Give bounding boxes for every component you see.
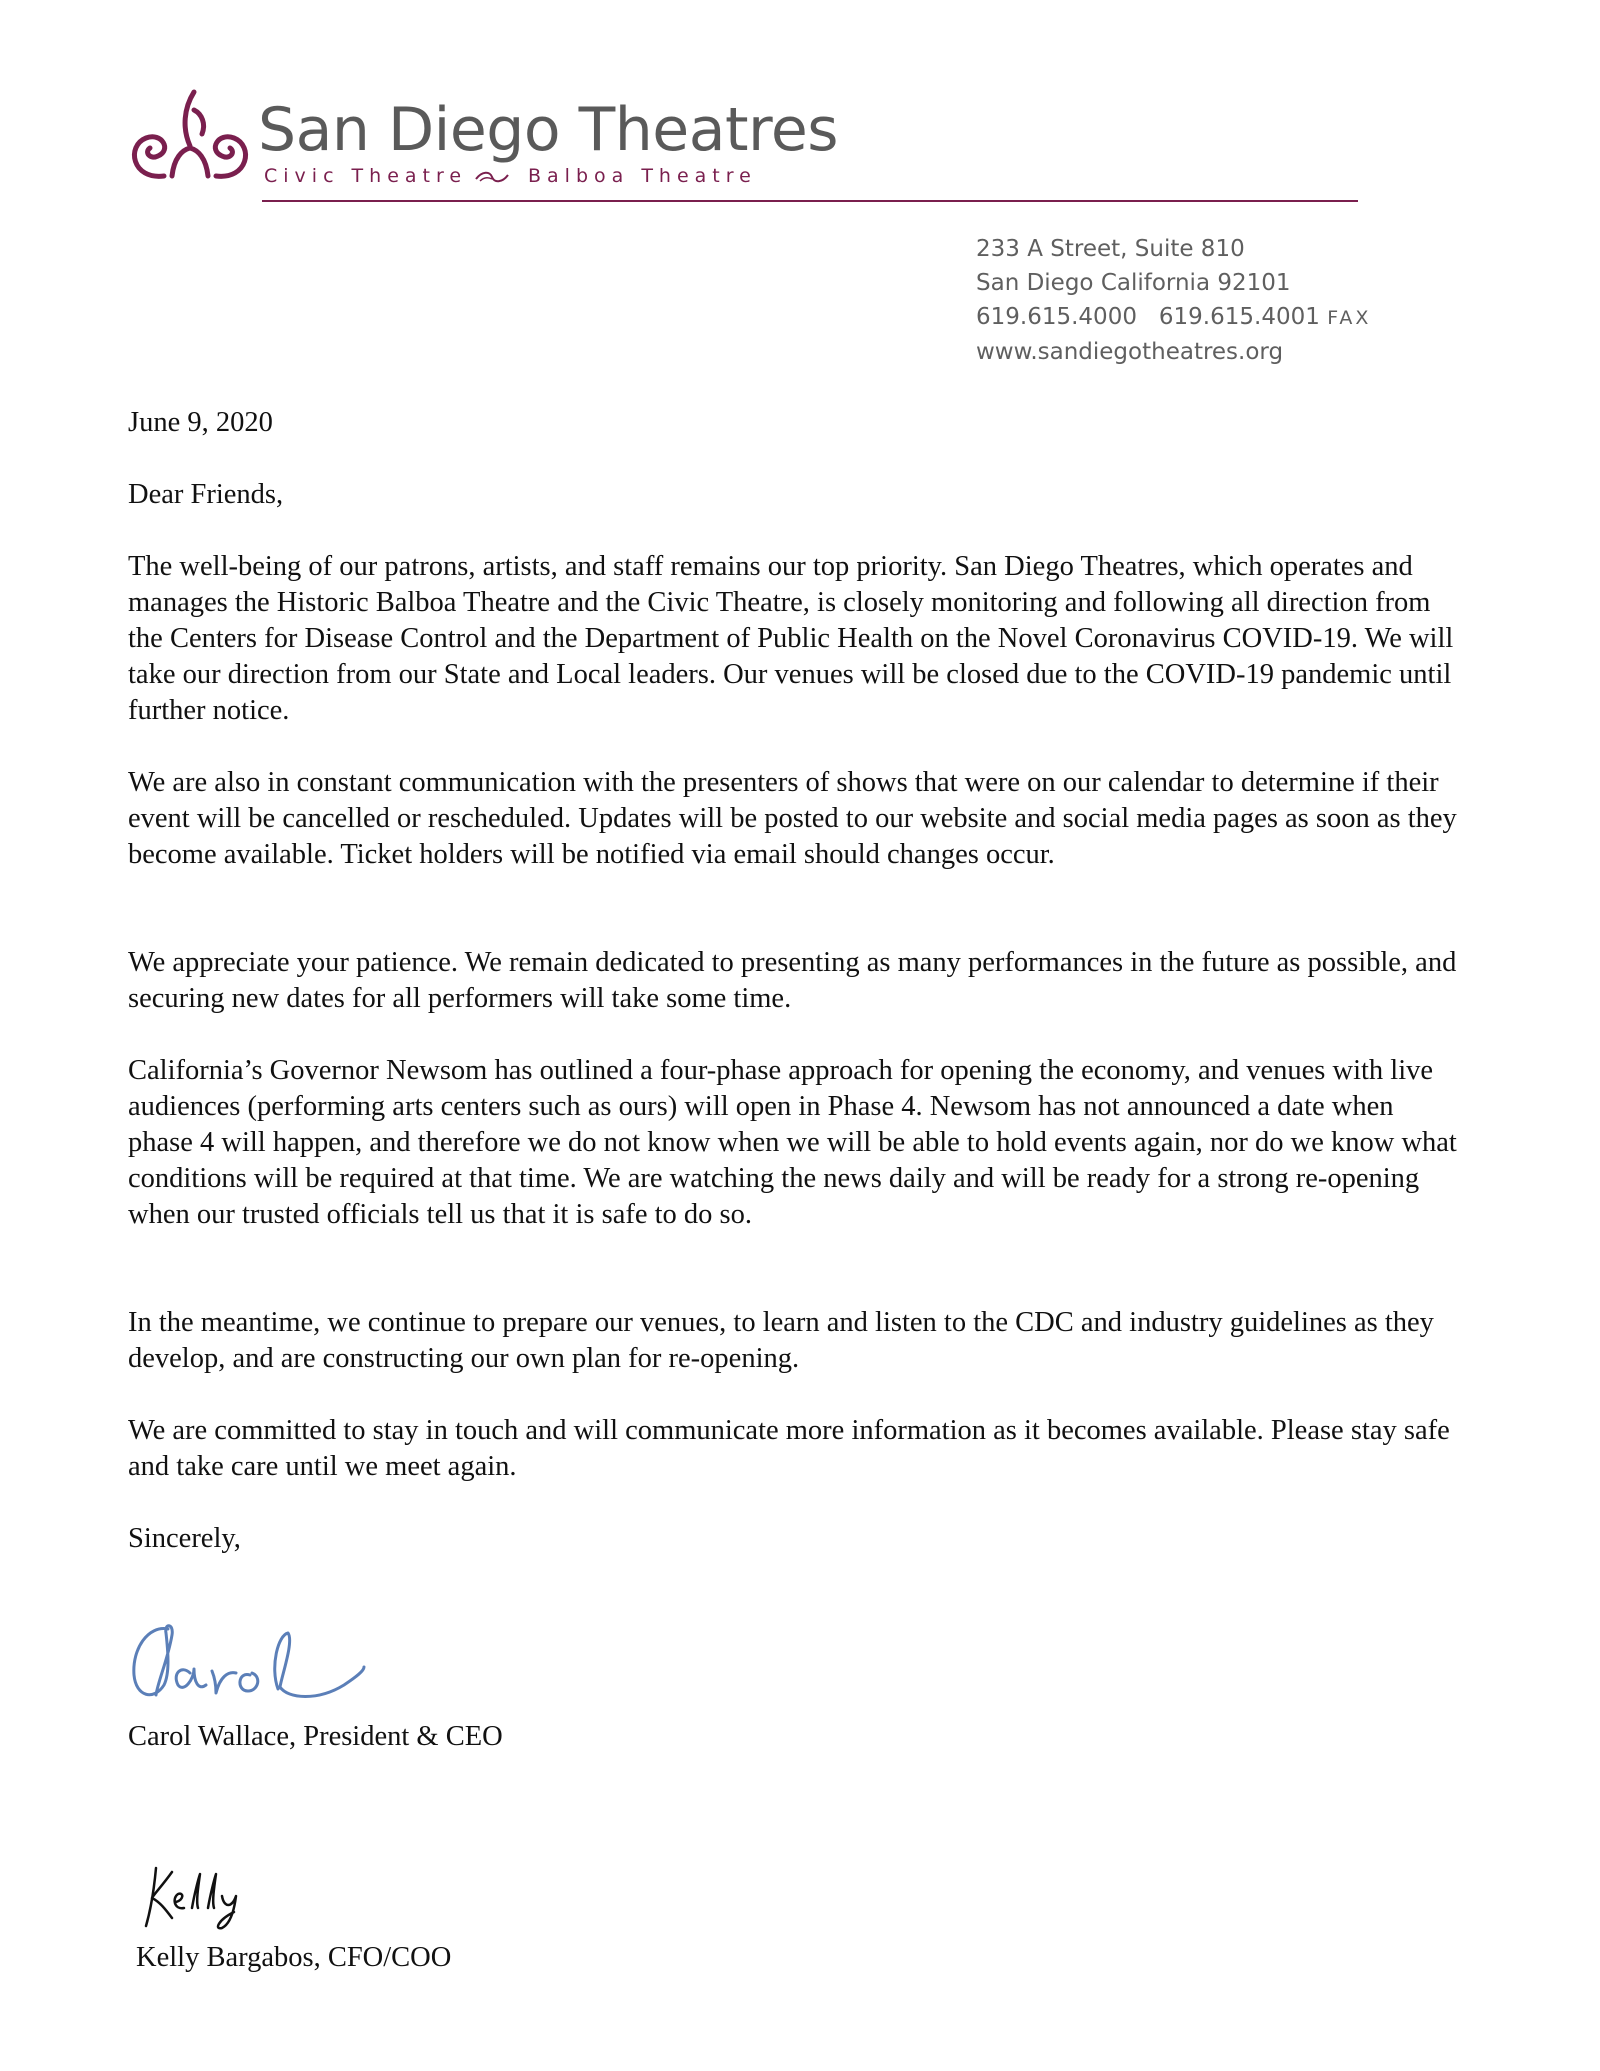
kelly-name-title: Kelly Bargabos, CFO/COO [136,1942,452,1973]
fax-label: FAX [1327,307,1372,329]
scroll-separator-icon [472,167,512,187]
website: www.sandiegotheatres.org [976,339,1284,365]
fleur-scroll-logo-icon [124,88,256,188]
paragraph: The well-being of our patrons, artists, and staff remains our top priority. San Diego Theatres, which operates and manages the Historic Balboa Theatre and the Civic Theatre, is closely monitoring and following all direction from the Centers for Disease Control and the Department of Public Health on the Novel Coronavirus COVID-19. We will take our direction from our State and Local leaders. Our venues will be closed due to the COVID-19 pandemic until further notice. [128,551,1454,726]
carol-name-title: Carol Wallace, President & CEO [128,1721,503,1752]
phone-number: 619.615.4000 [976,304,1137,330]
brand-name: San Diego Theatres [258,95,839,165]
paragraph: We are also in constant communication with the presenters of shows that were on our calendar to determine if their event will be cancelled or rescheduled. Updates will be posted to our website and social media pages as soon as they become available. Ticket holders will be notified via email should changes occur. [128,767,1457,870]
venue-civic-theatre: Civic Theatre [264,165,468,187]
letter-greeting: Dear Friends, [128,479,284,510]
address-city: San Diego California 92101 [976,270,1291,296]
letterhead-divider [262,200,1358,202]
carol-signature [128,1615,368,1705]
letter-date: June 9, 2020 [128,407,273,438]
contact-block [976,232,1371,369]
venue-balboa-theatre: Balboa Theatre [528,165,757,187]
paragraph: We appreciate your patience. We remain dedicated to presenting as many performances in the future as possible, and securing new dates for all performers will take some time. [128,947,1457,1014]
phone-fax-line [976,300,1371,335]
letter-closing: Sincerely, [128,1523,241,1554]
kelly-signature [138,1862,258,1932]
fax-number: 619.615.4001 [1158,304,1320,330]
paragraph: In the meantime, we continue to prepare our venues, to learn and listen to the CDC and industry guidelines as they develop, and are constructing our own plan for re-opening. [128,1307,1434,1374]
address-street: 233 A Street, Suite 810 [976,236,1245,262]
paragraph: California’s Governor Newsom has outlined a four-phase approach for opening the economy, and venues with live audiences (performing arts centers such as ours) will open in Phase 4. Newsom has not announced a date when phase 4 will happen, and therefore we do not know when we will be able to hold events again, nor do we know what conditions will be required at that time. We are watching the news daily and will be ready for a strong re-opening when our trusted officials tell us that it is safe to do so. [128,1055,1457,1230]
paragraph: We are committed to stay in touch and will communicate more information as it becomes available. Please stay safe and take care until we meet again. [128,1415,1450,1482]
